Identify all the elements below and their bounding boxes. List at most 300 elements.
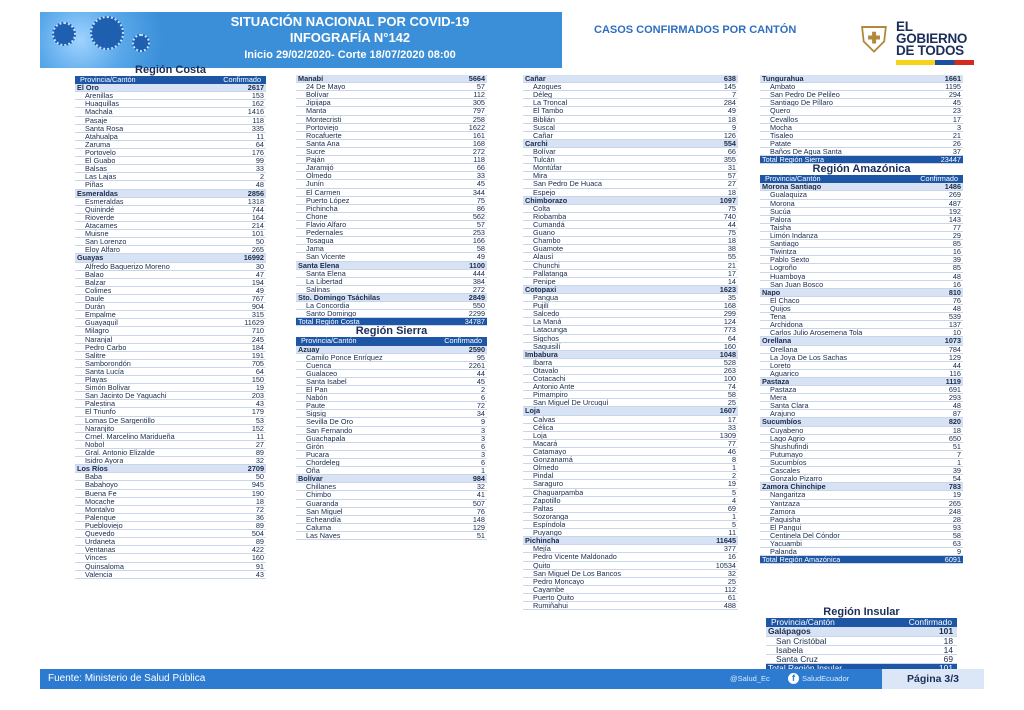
confirmed-count: 691 xyxy=(948,385,961,395)
canton-row xyxy=(760,540,963,548)
confirmed-count: 6 xyxy=(480,458,485,468)
place-name: Zamora xyxy=(770,507,796,515)
canton-row xyxy=(523,213,738,221)
canton-row xyxy=(75,360,266,368)
confirmed-count: 30 xyxy=(255,261,264,271)
place-name: Paltas xyxy=(533,504,554,512)
confirmed-count: 7 xyxy=(731,90,736,100)
place-name: Célica xyxy=(533,423,554,431)
place-name: Salcedo xyxy=(533,310,560,318)
place-name: Jama xyxy=(306,245,324,253)
canton-row xyxy=(75,408,266,416)
place-name: Santiago De Píllaro xyxy=(770,99,833,107)
place-name: Rocafuerte xyxy=(306,131,342,139)
canton-row xyxy=(75,554,266,562)
place-name: La Joya De Los Sachas xyxy=(770,353,848,361)
place-name: Alausí xyxy=(533,253,554,261)
canton-row xyxy=(760,116,963,124)
confirmed-count: 76 xyxy=(952,295,961,305)
canton-row xyxy=(75,546,266,554)
province-row xyxy=(766,627,957,636)
place-name: Puebloviejo xyxy=(85,522,123,530)
place-name: Azogues xyxy=(533,83,562,91)
confirmed-count: 344 xyxy=(472,187,485,197)
confirmed-count: 64 xyxy=(255,366,264,376)
place-name: Pichincha xyxy=(306,204,338,212)
place-name: Centinela Del Cóndor xyxy=(770,532,840,540)
place-name: Balzar xyxy=(85,278,106,286)
canton-row xyxy=(523,497,738,505)
place-name: Espejo xyxy=(533,188,556,196)
confirmed-count: 550 xyxy=(472,301,485,311)
place-name: Santa Elena xyxy=(306,269,346,277)
confirmed-count: 293 xyxy=(948,393,961,403)
place-name: Isidro Ayora xyxy=(85,457,124,465)
province-row xyxy=(296,475,487,483)
confirmed-count: 2849 xyxy=(468,292,485,302)
place-name: San Fernando xyxy=(306,426,353,434)
confirmed-count: 64 xyxy=(727,333,736,343)
confirmed-count: 33 xyxy=(476,171,485,181)
place-name: Atahualpa xyxy=(85,132,118,140)
canton-row xyxy=(523,375,738,383)
confirmed-count: 162 xyxy=(251,99,264,109)
confirmed-count: 315 xyxy=(251,310,264,320)
place-name: Riobamba xyxy=(533,212,567,220)
confirmed-count: 89 xyxy=(255,448,264,458)
place-name: Arajuno xyxy=(770,410,796,418)
canton-row xyxy=(766,646,957,655)
confirmed-count: 18 xyxy=(952,425,961,435)
canton-row xyxy=(760,354,963,362)
canton-row xyxy=(523,440,738,448)
confirmed-count: 355 xyxy=(723,155,736,165)
place-name: Napo xyxy=(762,288,781,296)
place-name: La Libertad xyxy=(306,277,343,285)
place-name: Pindal xyxy=(533,472,554,480)
confirmed-count: 783 xyxy=(948,482,961,492)
confirmed-count: 48 xyxy=(255,180,264,190)
confirmed-count: 377 xyxy=(723,544,736,554)
place-name: El Pan xyxy=(306,386,328,394)
confirmed-count: 11 xyxy=(728,528,736,538)
canton-row xyxy=(523,432,738,440)
canton-row xyxy=(75,441,266,449)
canton-row xyxy=(75,206,266,214)
place-name: Archidona xyxy=(770,321,803,329)
place-name: Morona xyxy=(770,199,795,207)
place-name: Camilo Ponce Enríquez xyxy=(306,353,383,361)
confirmed-count: 1309 xyxy=(719,430,736,440)
confirmed-count: 21 xyxy=(727,260,736,270)
canton-row xyxy=(523,472,738,480)
place-name: Pablo Sexto xyxy=(770,256,810,264)
place-name: Pedro Carbo xyxy=(85,343,127,351)
place-name: Bolívar xyxy=(533,147,556,156)
confirmed-count: 46 xyxy=(727,447,736,457)
canton-row xyxy=(760,91,963,99)
confirmed-count: 2709 xyxy=(247,464,264,474)
province-row xyxy=(523,537,738,545)
place-name: La Concordia xyxy=(306,302,350,310)
confirmed-count: 44 xyxy=(952,360,961,370)
confirmed-count: 3 xyxy=(480,425,485,435)
confirmed-count: 72 xyxy=(476,401,485,411)
province-row xyxy=(760,75,963,83)
place-name: San Jacinto De Yaguachi xyxy=(85,392,167,400)
place-name: Quito xyxy=(533,561,551,569)
confirmed-count: 7 xyxy=(956,449,961,459)
province-row xyxy=(523,351,738,359)
canton-row xyxy=(523,594,738,602)
canton-row xyxy=(760,240,963,248)
canton-row xyxy=(296,491,487,499)
place-name: Playas xyxy=(85,376,107,384)
confirmed-count: 49 xyxy=(476,252,485,262)
place-name: El Pangui xyxy=(770,523,802,532)
place-name: Catamayo xyxy=(533,448,567,456)
place-name: San Cristóbal xyxy=(776,636,827,645)
place-name: Shushufindi xyxy=(770,442,809,450)
canton-row xyxy=(75,368,266,376)
place-name: Baba xyxy=(85,473,103,481)
canton-row xyxy=(760,548,963,556)
confirmed-count: 48 xyxy=(952,401,961,411)
confirmed-count: 1195 xyxy=(945,82,961,92)
confirmed-count: 2 xyxy=(731,471,736,481)
canton-row xyxy=(523,245,738,253)
confirmed-count: 145 xyxy=(723,82,736,92)
confirmed-count: 85 xyxy=(952,239,961,249)
canton-row xyxy=(760,224,963,232)
confirmed-count: 2856 xyxy=(247,188,264,198)
canton-row xyxy=(296,107,487,115)
canton-row xyxy=(296,245,487,253)
canton-row xyxy=(523,229,738,237)
confirmed-count: 528 xyxy=(723,357,736,367)
place-name: Nabón xyxy=(306,394,328,402)
facebook-link[interactable] xyxy=(788,673,849,684)
confirmed-count: 38 xyxy=(727,244,736,254)
confirmed-count: 1 xyxy=(956,458,961,468)
place-name: Huaquillas xyxy=(85,100,120,108)
confirmed-count: 5 xyxy=(731,520,736,530)
canton-row xyxy=(760,273,963,281)
confirmed-count: 51 xyxy=(952,441,961,451)
province-row xyxy=(296,294,487,302)
confirmed-count: 1100 xyxy=(469,260,485,270)
column-header-name: Provincia/Cantón xyxy=(80,75,136,84)
confirmed-count: 153 xyxy=(251,91,264,101)
canton-row xyxy=(75,473,266,481)
confirmed-count: 18 xyxy=(727,114,736,124)
canton-row xyxy=(523,310,738,318)
canton-row xyxy=(523,91,738,99)
province-row xyxy=(760,483,963,491)
province-row xyxy=(760,337,963,345)
canton-row xyxy=(296,524,487,532)
place-name: Santa Isabel xyxy=(306,377,347,386)
government-logo xyxy=(852,18,982,68)
confirmed-count: 269 xyxy=(948,190,961,200)
place-name: Palanda xyxy=(770,548,797,556)
confirmed-count: 258 xyxy=(472,114,485,124)
canton-row xyxy=(75,165,266,173)
place-name: Mera xyxy=(770,394,787,402)
confirmed-count: 1048 xyxy=(719,349,736,359)
place-name: San Lorenzo xyxy=(85,238,127,246)
place-name: Lago Agrio xyxy=(770,434,805,442)
place-name: Isabela xyxy=(776,645,804,655)
confirmed-count: 54 xyxy=(952,474,961,484)
canton-row xyxy=(523,99,738,107)
place-name: El Chaco xyxy=(770,296,800,304)
canton-row xyxy=(523,343,738,351)
confirmed-count: 74 xyxy=(727,382,736,392)
place-name: Cuyabeno xyxy=(770,426,804,434)
canton-row xyxy=(760,232,963,240)
place-name: El Carmen xyxy=(306,188,341,196)
confirmed-count: 14 xyxy=(727,276,736,286)
canton-row xyxy=(760,508,963,516)
place-name: Santa Clara xyxy=(770,402,809,410)
confirmed-count: 118 xyxy=(252,115,264,125)
canton-row xyxy=(523,221,738,229)
confirmed-count: 89 xyxy=(255,521,264,531)
province-row xyxy=(523,286,738,294)
virus-icon xyxy=(90,16,124,50)
canton-row xyxy=(75,271,266,279)
place-name: Oña xyxy=(306,467,320,475)
canton-row xyxy=(296,459,487,467)
place-name: Santiago xyxy=(770,240,799,248)
region-title: Región Costa xyxy=(135,64,206,76)
confirmed-count: 75 xyxy=(727,228,736,238)
canton-row xyxy=(296,508,487,516)
confirmed-count: 2261 xyxy=(468,360,485,370)
canton-row xyxy=(523,359,738,367)
canton-row xyxy=(523,335,738,343)
confirmed-count: 69 xyxy=(943,654,953,665)
confirmed-count: 86 xyxy=(476,203,485,213)
confirmed-count: 5 xyxy=(731,487,736,497)
canton-row xyxy=(296,140,487,148)
confirmed-count: 2 xyxy=(259,172,264,182)
confirmed-count: 77 xyxy=(952,222,961,232)
confirmed-count: 29 xyxy=(952,230,961,240)
confirmed-count: 36 xyxy=(255,512,264,522)
canton-row xyxy=(75,133,266,141)
place-name: Tiwintza xyxy=(770,248,797,256)
confirmed-count: 16 xyxy=(727,552,736,562)
place-name: Azuay xyxy=(298,345,320,353)
canton-row xyxy=(75,117,266,125)
place-name: Jipijapa xyxy=(306,99,331,107)
place-name: Milagro xyxy=(85,327,109,335)
province-row xyxy=(760,289,963,297)
confirmed-count: 16 xyxy=(952,247,961,257)
canton-row xyxy=(75,311,266,319)
confirmed-count: 45 xyxy=(476,376,485,386)
canton-row xyxy=(523,562,738,570)
confirmed-count: 53 xyxy=(255,415,264,425)
canton-row xyxy=(760,370,963,378)
date-range: Inicio 29/02/2020- Corte 18/07/2020 08:00 xyxy=(244,49,456,61)
confirmed-count: 265 xyxy=(251,245,264,255)
canton-row xyxy=(760,107,963,115)
place-name: Echeandía xyxy=(306,515,341,523)
canton-row xyxy=(75,141,266,149)
place-name: Zaruma xyxy=(85,140,111,148)
confirmed-count: 1073 xyxy=(944,336,961,346)
confirmed-count: 143 xyxy=(948,214,961,224)
canton-row xyxy=(296,189,487,197)
place-name: Chaguarpamba xyxy=(533,488,584,496)
confirmed-count: 129 xyxy=(948,352,961,362)
canton-row xyxy=(296,132,487,140)
canton-row xyxy=(75,327,266,335)
canton-row xyxy=(75,295,266,303)
confirmed-count: 797 xyxy=(472,106,485,116)
canton-row xyxy=(296,253,487,261)
confirmed-count: 638 xyxy=(723,74,736,83)
canton-row xyxy=(75,376,266,384)
place-name: San Miguel xyxy=(306,507,343,515)
canton-row xyxy=(523,156,738,164)
confirmed-count: 1119 xyxy=(945,376,961,386)
place-name: Los Ríos xyxy=(77,465,108,473)
confirmed-count: 116 xyxy=(949,368,961,378)
place-name: Montalvo xyxy=(85,505,115,513)
canton-row xyxy=(75,230,266,238)
canton-row xyxy=(523,399,738,407)
confirmed-count: 1416 xyxy=(247,107,264,117)
confirmed-count: 562 xyxy=(472,211,485,221)
confirmed-count: 50 xyxy=(255,237,264,247)
confirmed-count: 168 xyxy=(723,301,736,311)
confirmed-count: 166 xyxy=(472,236,485,246)
canton-row xyxy=(760,313,963,321)
confirmed-count: 44 xyxy=(476,368,485,378)
confirmed-count: 129 xyxy=(472,522,485,532)
table-header xyxy=(75,76,266,84)
confirmed-count: 1486 xyxy=(944,182,961,192)
confirmed-count: 69 xyxy=(727,503,736,513)
confirmed-count: 168 xyxy=(472,138,485,148)
confirmed-count: 179 xyxy=(251,407,264,417)
confirmed-count: 3 xyxy=(956,122,961,132)
confirmed-count: 57 xyxy=(476,219,485,229)
canton-row xyxy=(296,516,487,524)
place-name: Nobol xyxy=(85,440,105,449)
place-name: San Pedro De Pelileo xyxy=(770,91,840,99)
table-header xyxy=(760,175,963,183)
insular-table xyxy=(766,607,957,674)
canton-row xyxy=(296,237,487,245)
canton-row xyxy=(760,402,963,410)
confirmed-count: 32 xyxy=(255,456,264,466)
place-name: Ibarra xyxy=(533,358,553,366)
confirmed-count: 767 xyxy=(251,293,264,303)
canton-row xyxy=(523,391,738,399)
confirmed-count: 100 xyxy=(723,374,736,384)
place-name: Macará xyxy=(533,439,558,448)
confirmed-count: 161 xyxy=(472,130,485,140)
canton-row xyxy=(75,481,266,489)
region-title: Región Amazónica xyxy=(812,163,911,176)
canton-row xyxy=(523,464,738,472)
confirmed-count: 85 xyxy=(952,263,961,273)
confirmed-count: 194 xyxy=(251,277,264,287)
confirmed-count: 47 xyxy=(255,269,264,279)
place-name: Total Región Sierra xyxy=(762,156,825,164)
confirmed-count: 17 xyxy=(727,268,736,278)
confirmed-count: 63 xyxy=(952,539,961,549)
column-header-value: Confirmado xyxy=(223,75,261,84)
confirmed-count: 43 xyxy=(255,399,264,409)
confirmed-count: 25 xyxy=(727,398,736,408)
place-name: Mira xyxy=(533,172,548,180)
confirmed-count: 55 xyxy=(727,252,736,262)
place-name: Paute xyxy=(306,402,326,410)
place-name: La Maná xyxy=(533,318,562,326)
confirmed-count: 75 xyxy=(727,203,736,213)
confirmed-count: 34 xyxy=(476,409,485,419)
flag-stripe xyxy=(896,60,974,65)
canton-row xyxy=(75,457,266,465)
twitter-handle[interactable]: @Salud_Ec xyxy=(730,674,770,683)
place-name: Pujilí xyxy=(533,302,549,310)
province-row xyxy=(75,465,266,473)
place-name: Samborondón xyxy=(85,359,131,367)
confirmed-count: 16 xyxy=(952,279,961,289)
place-name: Machala xyxy=(85,108,113,116)
confirmed-count: 11 xyxy=(256,131,264,141)
canton-row xyxy=(75,400,266,408)
place-name: Colta xyxy=(533,204,551,212)
canton-row xyxy=(523,318,738,326)
place-name: Salinas xyxy=(306,285,330,293)
canton-row xyxy=(760,467,963,475)
confirmed-count: 6 xyxy=(480,393,485,403)
place-name: Naranjito xyxy=(85,424,115,432)
place-name: Quero xyxy=(770,107,791,115)
place-name: Piñas xyxy=(85,181,104,189)
confirmed-count: 284 xyxy=(723,98,736,108)
confirmed-count: 18 xyxy=(943,635,953,646)
canton-row xyxy=(296,386,487,394)
confirmed-count: 504 xyxy=(251,529,264,539)
place-name: Montúfar xyxy=(533,164,562,172)
canton-row xyxy=(75,344,266,352)
confirmed-count: 57 xyxy=(476,82,485,92)
canton-row xyxy=(760,264,963,272)
canton-row xyxy=(760,305,963,313)
place-name: Loja xyxy=(525,407,540,415)
confirmed-count: 17 xyxy=(727,414,736,424)
confirmed-count: 272 xyxy=(472,284,485,294)
confirmed-count: 164 xyxy=(251,212,264,222)
canton-row xyxy=(296,286,487,294)
confirmed-count: 9 xyxy=(956,547,961,557)
place-name: Paján xyxy=(306,156,325,164)
canton-row xyxy=(760,435,963,443)
canton-row xyxy=(75,125,266,133)
confirmed-count: 1 xyxy=(731,511,736,521)
province-row xyxy=(760,183,963,191)
province-row xyxy=(523,75,738,83)
place-name: Palestina xyxy=(85,400,116,408)
